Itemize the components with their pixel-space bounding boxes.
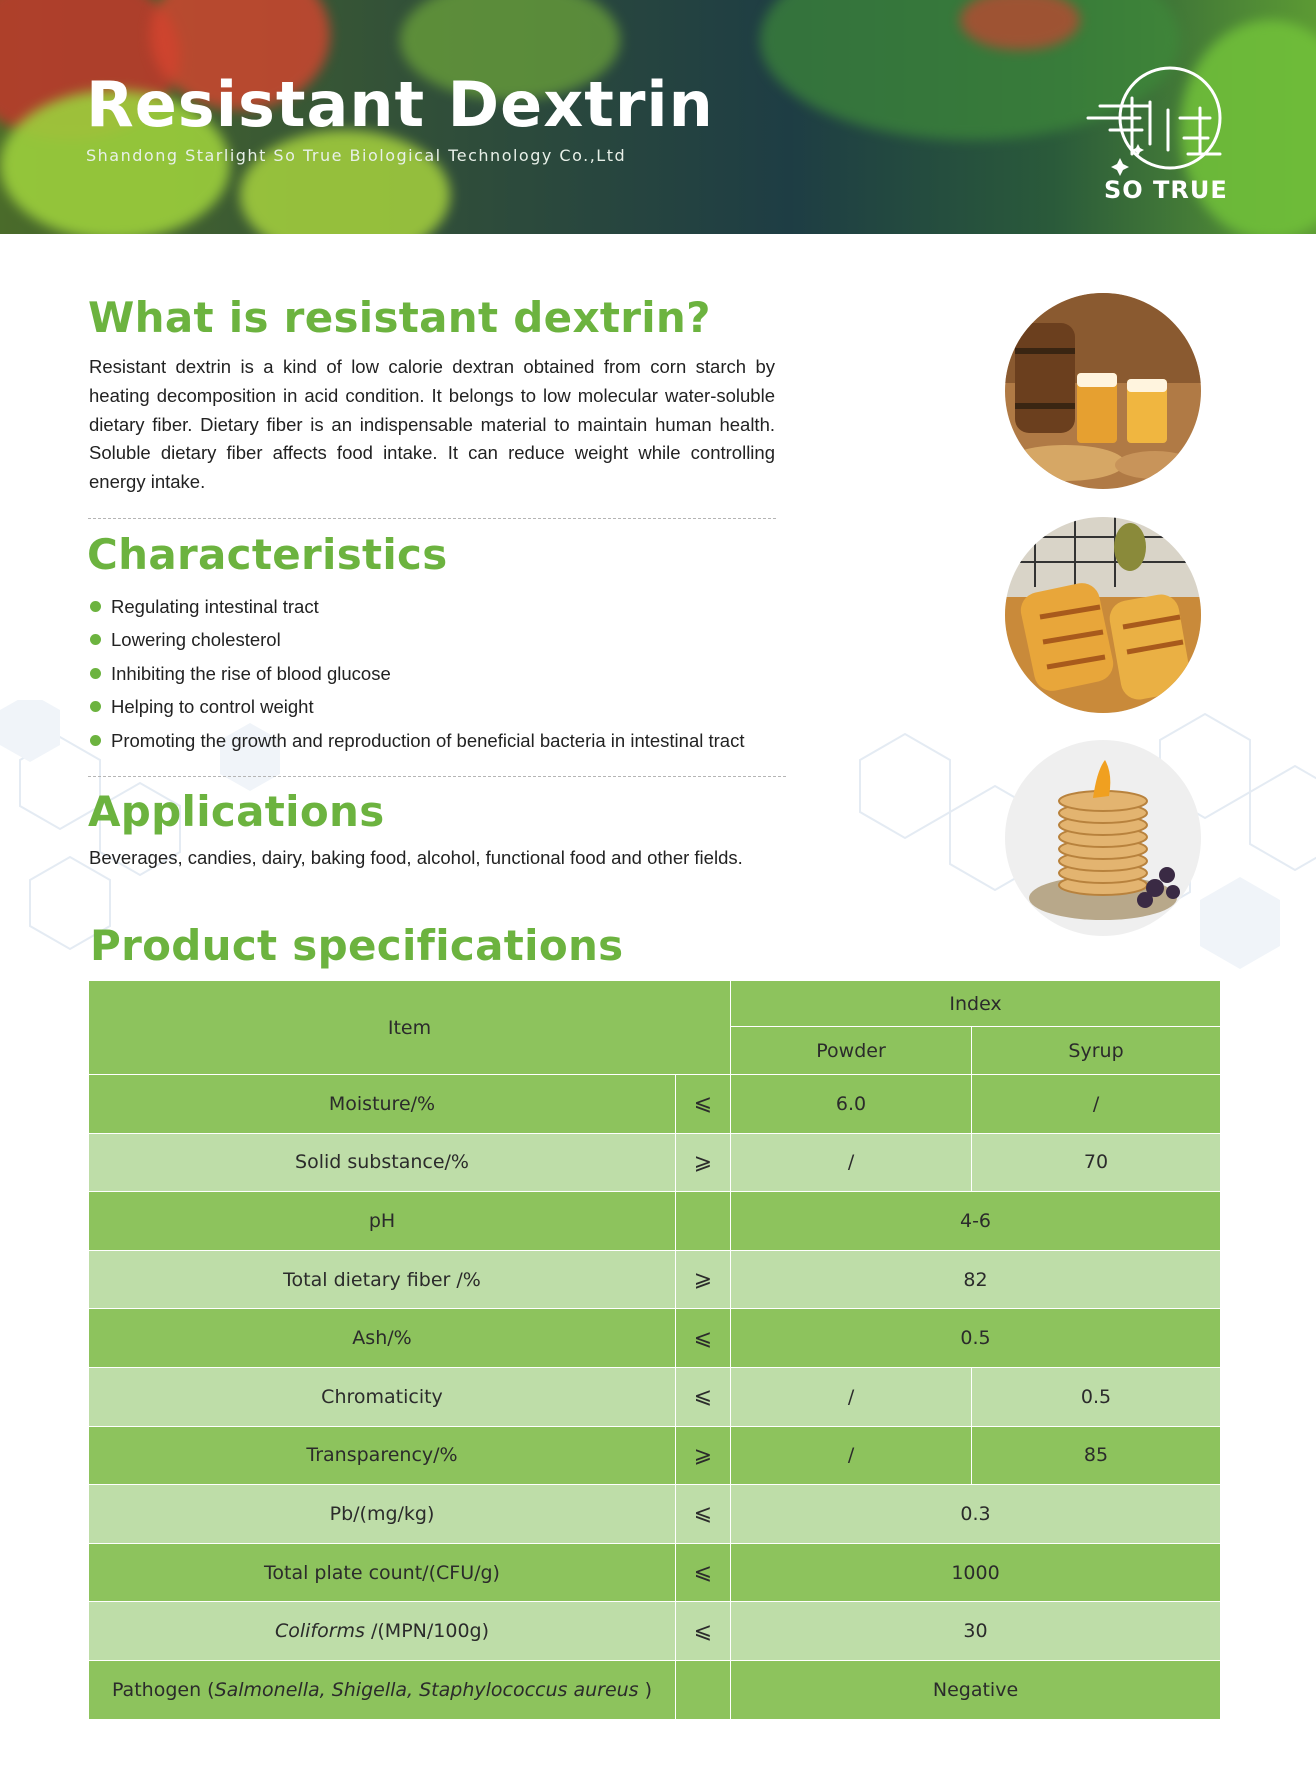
- page-title: Resistant Dextrin: [86, 68, 714, 141]
- item-cell: Ash/%: [89, 1309, 676, 1368]
- bullet-dot-icon: [90, 601, 101, 612]
- item-cell: Total dietary fiber /%: [89, 1250, 676, 1309]
- operator-cell: ⩽: [676, 1075, 731, 1134]
- section-divider: [88, 776, 786, 777]
- table-row: [89, 1250, 1221, 1309]
- header-banner: [0, 0, 1316, 234]
- specifications-heading: Product specifications: [90, 921, 624, 970]
- item-column-header: Item: [89, 981, 731, 1075]
- value-cell: 0.5: [731, 1309, 1221, 1368]
- bullet-dot-icon: [90, 701, 101, 712]
- table-row: [89, 1660, 1221, 1719]
- powder-cell: /: [731, 1367, 972, 1426]
- applications-body: Beverages, candies, dairy, baking food, alcohol, functional food and other fields.: [89, 847, 743, 868]
- section-divider: [88, 518, 776, 519]
- table-header-row: [89, 981, 1221, 1027]
- list-item: Promoting the growth and reproduction of beneficial bacteria in intestinal tract: [88, 726, 744, 759]
- value-cell: 4-6: [731, 1192, 1221, 1251]
- coliforms-label: Coliforms: [274, 1620, 365, 1643]
- what-is-heading: What is resistant dextrin?: [88, 293, 711, 342]
- operator-cell: [676, 1192, 731, 1251]
- list-item: Helping to control weight: [88, 692, 744, 725]
- value-cell: 0.3: [731, 1485, 1221, 1544]
- what-is-body: Resistant dextrin is a kind of low calorie dextran obtained from corn starch by heating decomposition in acid condition. It belongs to low molecular water-soluble dietary fiber. Dietary fiber is an indispensable material to maintain human health. Soluble dietary fiber affects food intake. It can reduce weight while controlling energy intake.: [89, 356, 775, 493]
- index-column-header: Index: [731, 981, 1221, 1027]
- list-item: Regulating intestinal tract: [88, 592, 744, 625]
- operator-cell: ⩽: [676, 1602, 731, 1661]
- operator-cell: ⩽: [676, 1485, 731, 1544]
- table-row: [89, 1426, 1221, 1485]
- item-cell: [89, 1602, 676, 1661]
- table-row: [89, 1602, 1221, 1661]
- syrup-cell: 85: [972, 1426, 1221, 1485]
- powder-cell: /: [731, 1426, 972, 1485]
- powder-cell: /: [731, 1133, 972, 1192]
- bullet-dot-icon: [90, 634, 101, 645]
- table-row: [89, 1367, 1221, 1426]
- item-cell: Total plate count/(CFU/g): [89, 1543, 676, 1602]
- pastry-photo: [1005, 517, 1201, 713]
- item-cell: Solid substance/%: [89, 1133, 676, 1192]
- characteristics-heading: Characteristics: [87, 530, 448, 579]
- syrup-cell: 70: [972, 1133, 1221, 1192]
- characteristics-list: [88, 592, 744, 759]
- value-cell: Negative: [731, 1660, 1221, 1719]
- syrup-column-header: Syrup: [972, 1027, 1221, 1075]
- operator-cell: ⩾: [676, 1426, 731, 1485]
- beer-barrel-photo: [1005, 293, 1201, 489]
- item-cell: [89, 1660, 676, 1719]
- table-row: [89, 1485, 1221, 1544]
- company-name: Shandong Starlight So True Biological Technology Co.,Ltd: [86, 146, 627, 165]
- operator-cell: ⩾: [676, 1133, 731, 1192]
- specifications-table: [88, 980, 1221, 1720]
- pathogen-species: Salmonella, Shigella, Staphylococcus aureus: [214, 1678, 639, 1701]
- item-cell: pH: [89, 1192, 676, 1251]
- value-cell: 82: [731, 1250, 1221, 1309]
- item-cell: Transparency/%: [89, 1426, 676, 1485]
- pancake-stack-photo: [1005, 740, 1201, 936]
- value-cell: 1000: [731, 1543, 1221, 1602]
- syrup-cell: /: [972, 1075, 1221, 1134]
- bullet-dot-icon: [90, 668, 101, 679]
- item-cell: Pb/(mg/kg): [89, 1485, 676, 1544]
- coliforms-unit: /(MPN/100g): [364, 1620, 490, 1643]
- table-row: [89, 1309, 1221, 1368]
- bullet-dot-icon: [90, 735, 101, 746]
- table-row: [89, 1075, 1221, 1134]
- powder-column-header: Powder: [731, 1027, 972, 1075]
- table-row: [89, 1133, 1221, 1192]
- item-cell: Moisture/%: [89, 1075, 676, 1134]
- table-row: [89, 1192, 1221, 1251]
- list-item: Lowering cholesterol: [88, 625, 744, 658]
- operator-cell: ⩽: [676, 1309, 731, 1368]
- applications-heading: Applications: [88, 787, 385, 836]
- list-item: Inhibiting the rise of blood glucose: [88, 659, 744, 692]
- pathogen-close: ): [638, 1678, 653, 1701]
- item-cell: Chromaticity: [89, 1367, 676, 1426]
- value-cell: 30: [731, 1602, 1221, 1661]
- syrup-cell: 0.5: [972, 1367, 1221, 1426]
- logo-text: SO TRUE: [1104, 176, 1228, 204]
- operator-cell: ⩾: [676, 1250, 731, 1309]
- operator-cell: ⩽: [676, 1543, 731, 1602]
- pathogen-label: Pathogen (: [111, 1678, 215, 1701]
- table-row: [89, 1543, 1221, 1602]
- operator-cell: ⩽: [676, 1367, 731, 1426]
- powder-cell: 6.0: [731, 1075, 972, 1134]
- operator-cell: [676, 1660, 731, 1719]
